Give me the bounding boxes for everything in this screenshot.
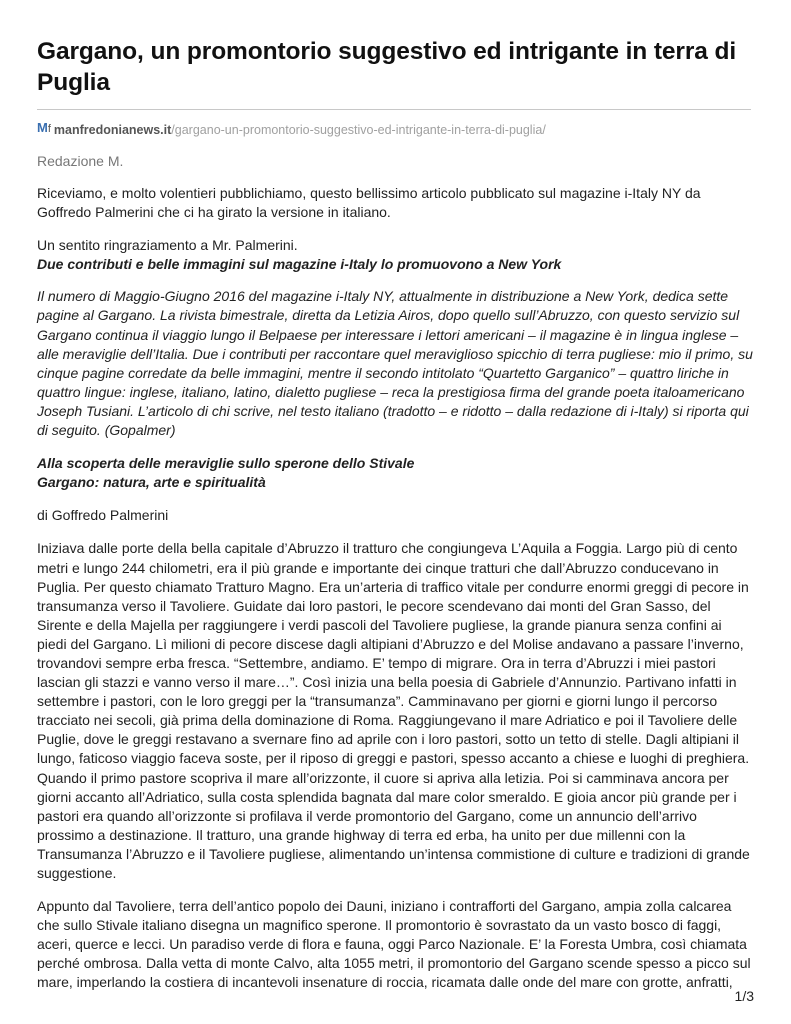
source-line [37,120,753,138]
source-path: /gargano-un-promontorio-suggestivo-ed-intrigante-in-terra-di-puglia/ [171,123,546,137]
thanks-line: Un sentito ringraziamento a Mr. Palmerini. [37,237,298,254]
body-paragraph: Appunto dal Tavoliere, terra dell’antico popolo dei Dauni, iniziano i contrafforti del Gargano, ampia zolla calcarea che sullo Stivale italiano disegna un magnifico sperone. Il promontorio è sovrastato da un vasto bosco di faggi, aceri, querce e lecci. Un paradiso verde di flora e fauna, oggi Parco Nazionale. E’ la Foresta Umbra, così chiamata perché ombrosa. Dalla vetta di monte Calvo, alta 1055 metri, il promontorio del Gargano scende spesso a picco sul mare, imperlando la costiera di incantevoli insenature di roccia, ricamata dalle onde del mare con grotte, anfratti, [37,898,751,991]
source-domain: manfredonianews.it [53,123,172,137]
section-heading: Alla scoperta delle meraviglie sullo sperone dello Stivale [37,455,415,472]
article-author: Redazione M. [37,153,124,169]
intro-paragraph: Riceviamo, e molto volentieri pubblichiamo, questo bellissimo articolo pubblicato sul magazine i-Italy NY da Goffredo Palmerini che ci ha girato la versione in italiano. [37,185,701,221]
byline: di Goffredo Palmerini [37,507,169,524]
divider [37,109,751,110]
subheading: Due contributi e belle immagini sul magazine i-Italy lo promuovono a New York [37,256,562,273]
site-logo-icon: Mf [37,120,51,135]
article [37,0,753,993]
section-subheading: Gargano: natura, arte e spiritualità [37,474,266,491]
source-link[interactable] [54,123,546,137]
article-title: Gargano, un promontorio suggestivo ed intrigante in terra di Puglia [37,38,737,96]
page-number: 1/3 [734,988,754,1004]
italic-paragraph: Il numero di Maggio-Giugno 2016 del magazine i-Italy NY, attualmente in distribuzione a New York, dedica sette pagine al Gargano. La rivista bimestrale, diretta da Letizia Airos, dopo quello sull’Abruzzo, con questo servizio sul Gargano continua il viaggio lungo il Belpaese per interessare i lettori americani – il magazine è in lingua inglese – alle meraviglie dell’Italia. Due i contributi per raccontare quel meraviglioso spicchio di terra pugliese: mio il primo, su cinque pagine corredate da belle immagini, mentre il secondo intitolato “Quartetto Garganico” – quattro liriche in quattro lingue: inglese, italiano, latino, dialetto pugliese – reca la prestigiosa firma del grande poeta italoamericano Joseph Tusiani. L’articolo di chi scrive, nel testo italiano (tradotto – e ridotto – dalla redazione di i-Italy) si riporta qui di seguito. (Gopalmer) [37,288,753,439]
body-paragraph: Iniziava dalle porte della bella capitale d’Abruzzo il tratturo che congiungeva L’Aquila a Foggia. Largo più di cento metri e lungo 244 chilometri, era il più grande e importante dei cinque tratturi che dall’Abruzzo conducevano in Puglia. Per questo chiamato Tratturo Magno. Era un’arteria di traffico vitale per condurre enormi greggi di pecore in transumanza verso il Tavoliere. Guidate dai loro pastori, le pecore scendevano dai monti del Gran Sasso, del Sirente e della Majella per raggiungere i verdi pascoli del Tavoliere pugliese, la grande pianura senza confini ai piedi del Gargano. Lì milioni di pecore discese dagli altipiani d’Abruzzo e del Molise andavano a passare l’inverno, trovandovi sempre erba fresca. “Settembre, andiamo. E’ tempo di migrare. Ora in terra d’Abruzzi i miei pastori lascian gli stazzi e vanno verso il mare…”. Così inizia una bella poesia di Gabriele d’Annunzio. Partivano infatti in settembre i pastori, con le loro greggi per la “transumanza”. Camminavano per giorni e giorni lungo il percorso tracciato nei secoli, già prima della dominazione di Roma. Raggiungevano il mare Adriatico e poi il Tavoliere delle Puglie, dove le greggi restavano a svernare fino ad aprile con i loro pastori, sotto un tetto di stelle. Dagli altipiani il lungo, faticoso viaggio faceva soste, per il riposo di greggi e pastori, spesso accanto a chiese e luoghi di preghiera. Quando il primo pastore scopriva il mare all’orizzonte, il cuore si apriva alla letizia. Poi si camminava ancora per giorni accanto all’Adriatico, sulla costa splendida bagnata dal mare color smeraldo. E gioia ancor più grande per i pastori era quando all’orizzonte si profilava il verde promontorio del Gargano, come un annuncio dell’arrivo prossimo a destinazione. Il tratturo, una grande highway di terra ed erba, ha unito per due millenni con la Transumanza l’Abruzzo e il Tavoliere pugliese, alimentando un’intensa commistione di culture e tradizioni di grande suggestione. [37,540,750,881]
